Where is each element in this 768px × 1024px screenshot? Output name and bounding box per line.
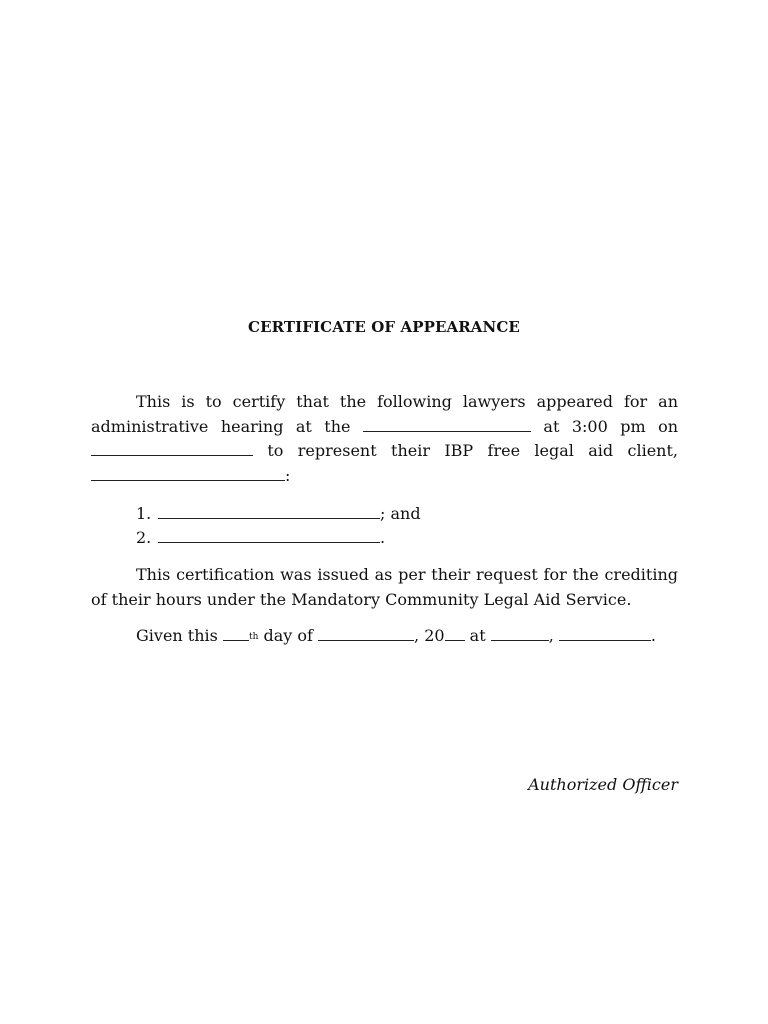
month-blank [318, 626, 414, 641]
day-blank [223, 626, 249, 641]
paragraph-text-1: This is to certify that the following lawyers appeared for an administrative hearing at the [91, 392, 678, 436]
purpose-text: This certification was issued as per their request for the crediting of their hours under the Mandatory Community Legal Aid Service. [91, 565, 678, 609]
location-blank [559, 626, 651, 641]
given-text-6: . [650, 626, 656, 645]
given-text-4: at [469, 626, 486, 645]
lawyer-list [136, 502, 421, 550]
list-suffix: . [380, 528, 386, 547]
given-text-5: , [548, 626, 554, 645]
ordinal-suffix: th [248, 632, 259, 642]
paragraph-text-3: to represent their IBP free legal aid client, [267, 441, 678, 460]
authorized-officer-label: Authorized Officer [528, 775, 678, 794]
place-blank [491, 626, 549, 641]
date-blank [91, 441, 253, 456]
venue-blank [363, 417, 531, 432]
paragraph-text-4: : [285, 465, 291, 485]
given-line [136, 624, 656, 648]
lawyer-name-blank [158, 504, 380, 519]
certification-paragraph [91, 390, 678, 488]
list-item [136, 526, 421, 550]
list-item [136, 502, 421, 526]
client-blank [91, 466, 285, 481]
given-text-1: Given this [136, 626, 218, 645]
document-title: CERTIFICATE OF APPEARANCE [248, 318, 520, 336]
given-text-3: , 20 [414, 626, 445, 645]
list-suffix: ; and [380, 504, 421, 523]
year-blank [445, 626, 465, 641]
given-text-2: day of [263, 626, 313, 645]
list-number: 1. [136, 504, 152, 523]
lawyer-name-blank [158, 528, 380, 543]
paragraph-text-2: at 3:00 pm on [543, 416, 679, 436]
purpose-paragraph [91, 563, 678, 612]
list-number: 2. [136, 528, 152, 547]
